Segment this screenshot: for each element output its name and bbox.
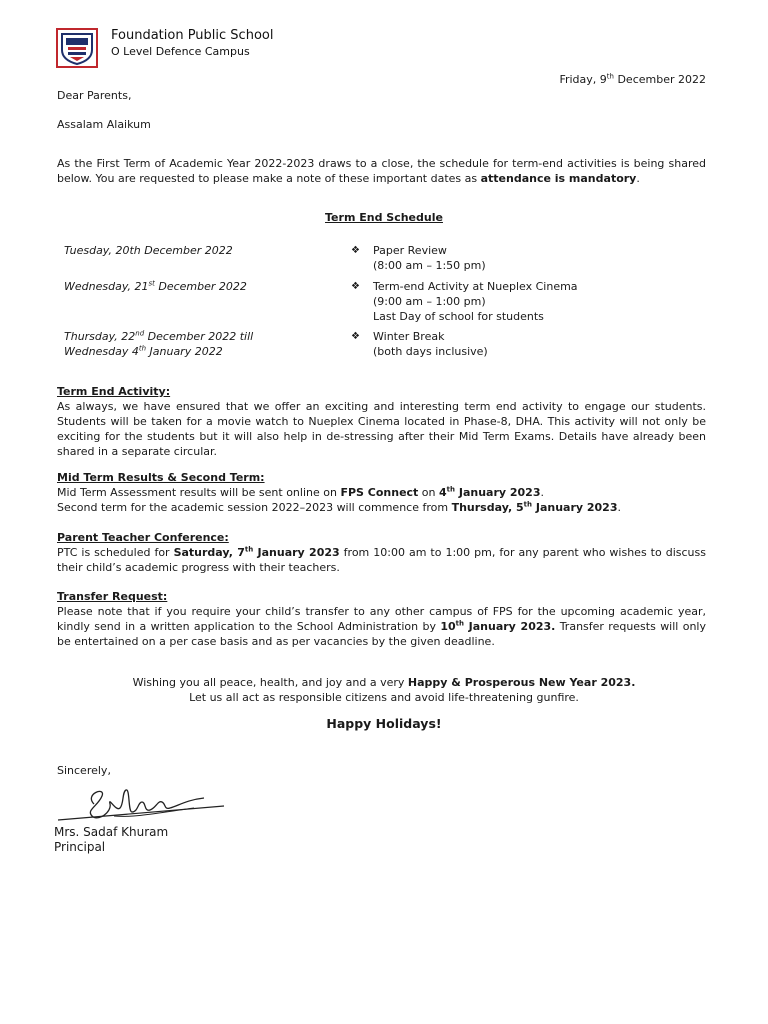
closing: Sincerely, <box>57 764 111 777</box>
happy-holidays: Happy Holidays! <box>326 716 442 731</box>
section-heading-mid-term: Mid Term Results & Second Term: <box>57 471 265 484</box>
schedule-date-end: Wednesday 4th January 2022 <box>64 344 223 358</box>
section-heading-transfer: Transfer Request: <box>57 590 168 603</box>
new-year-wish: Wishing you all peace, health, and joy and a very Happy & Prosperous New Year 2023. <box>132 676 636 689</box>
schedule-activity-note: Last Day of school for students <box>373 310 544 323</box>
letter-date: Friday, 9th December 2022 <box>559 72 706 86</box>
schedule-activity-note: (both days inclusive) <box>373 345 488 358</box>
schedule-date: Wednesday, 21st December 2022 <box>64 279 247 293</box>
section-heading-term-end-activity: Term End Activity: <box>57 385 171 398</box>
gunfire-warning: Let us all act as responsible citizens and avoid life-threatening gunfire. <box>189 691 579 704</box>
schedule-activity-time: (8:00 am – 1:50 pm) <box>373 259 486 272</box>
schedule-activity: Paper Review <box>373 244 447 257</box>
ptc-text: PTC is scheduled for Saturday, 7th January 2023 from 10:00 am to 1:00 pm, for any parent who wishes to discuss their child’s academic progress with their teachers. <box>57 545 706 574</box>
transfer-text: Please note that if you require your child’s transfer to any other campus of FPS for the upcoming academic year, kindly send in a written application to the School Administration by 10th January 2023. Transfer requests will only be entertained on a per case basis and as per vacancies by the given deadline. <box>57 605 706 648</box>
greeting: Assalam Alaikum <box>57 118 151 131</box>
bullet-icon: ❖ <box>351 331 360 342</box>
intro-paragraph: As the First Term of Academic Year 2022-2023 draws to a close, the schedule for term-end activities is being shared below. You are requested to please make a note of these important dates as attendance is mandatory. <box>57 157 706 185</box>
signature <box>54 782 230 830</box>
salutation: Dear Parents, <box>57 89 132 102</box>
signer-name: Mrs. Sadaf Khuram <box>54 825 169 839</box>
schedule-activity: Term-end Activity at Nueplex Cinema <box>373 280 578 293</box>
second-term-line: Second term for the academic session 2022–2023 will commence from Thursday, 5th January 2023. <box>57 500 621 514</box>
schedule-activity: Winter Break <box>373 330 445 343</box>
school-logo-icon <box>56 28 98 68</box>
bullet-icon: ❖ <box>351 245 360 256</box>
school-name: Foundation Public School <box>111 28 274 43</box>
schedule-date: Thursday, 22nd December 2022 till <box>64 329 254 343</box>
schedule-activity-time: (9:00 am – 1:00 pm) <box>373 295 486 308</box>
section-heading-ptc: Parent Teacher Conference: <box>57 531 229 544</box>
campus-name: O Level Defence Campus <box>111 45 250 58</box>
signer-title: Principal <box>54 840 106 854</box>
term-end-activity-text: As always, we have ensured that we offer an exciting and interesting term end activity to engage our students. Students will be taken for a movie watch to Nueplex Cinema located in Phase-8, DHA. This activity will not only be exciting for the students but it will also help in de-stressing after their Mid Term Exams. Details have already been shared in a separate circular. <box>57 400 706 458</box>
mid-term-results-line: Mid Term Assessment results will be sent online on FPS Connect on 4th January 2023. <box>57 485 544 499</box>
schedule-date: Tuesday, 20th December 2022 <box>64 244 233 257</box>
schedule-title: Term End Schedule <box>325 211 443 224</box>
bullet-icon: ❖ <box>351 281 360 292</box>
